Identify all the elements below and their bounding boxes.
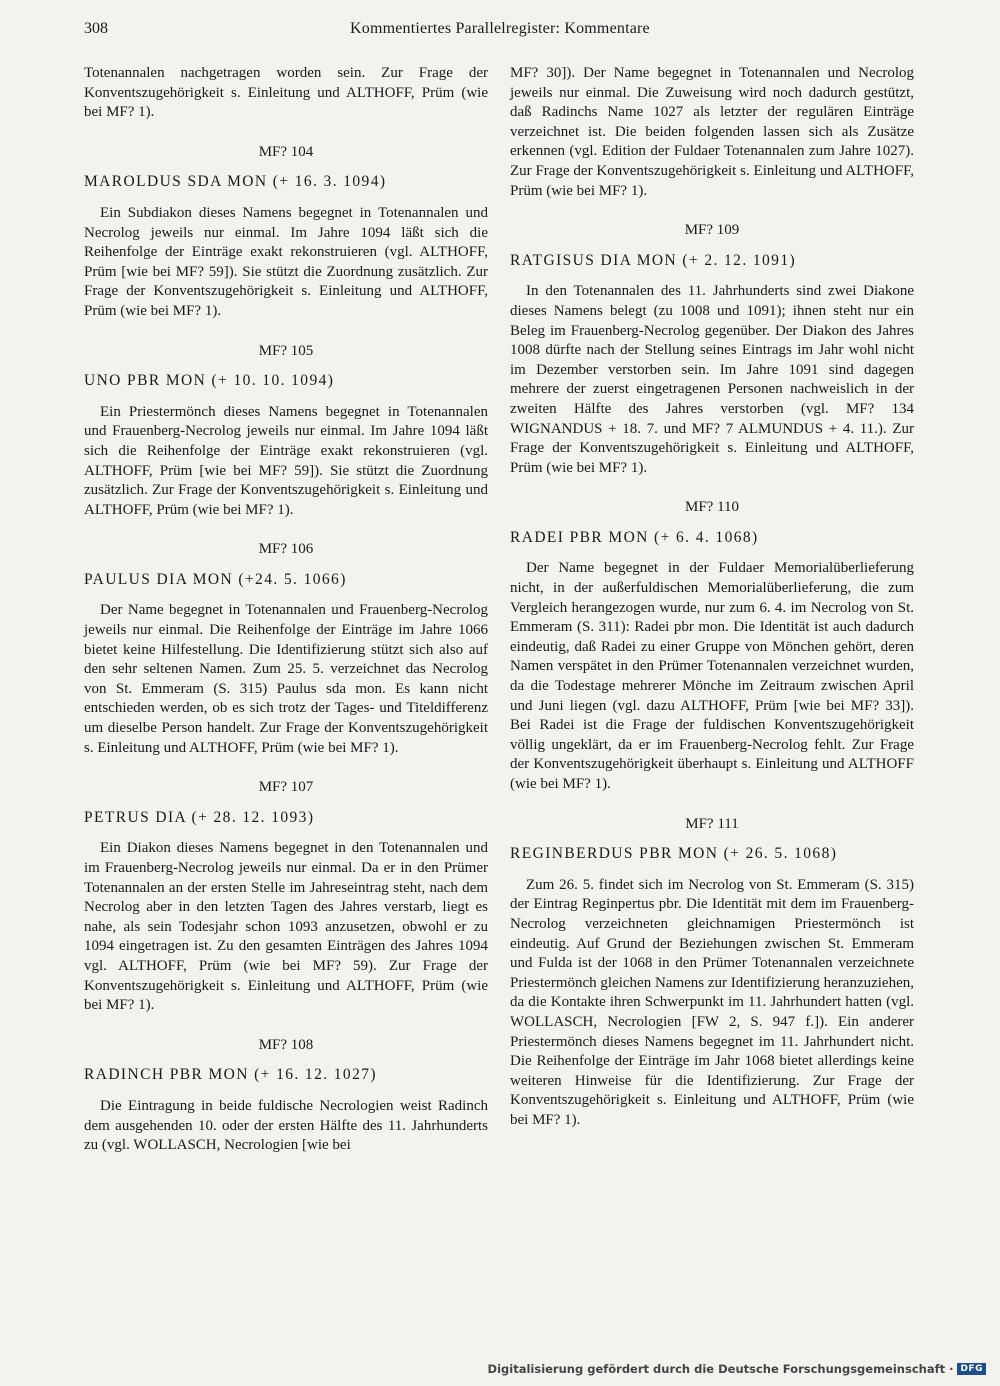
- entry-heading: RATGISUS DIA MON (+ 2. 12. 1091): [510, 251, 797, 269]
- entry-heading: RADEI PBR MON (+ 6. 4. 1068): [510, 528, 759, 546]
- entry-text: Ein Subdiakon dieses Namens begegnet in Totenannalen und Necrolog jeweils nur einmal. Im Jahre 1094 läßt sich die Reihenfolge der Einträge exakt rekonstruieren (vgl. ALTHOFF, Prüm [wie bei MF? 59]). Sie stützt die Zuordnung zusätzlich. Zur Frage der Konventszugehörigkeit s. Einleitung und ALTHOFF, Prüm (wie bei MF? 1).: [84, 204, 488, 319]
- entry-text: Zum 26. 5. findet sich im Necrolog von St. Emmeram (S. 315) der Eintrag Reginpertus pbr. Die Identität mit dem im Frauenberg-Necrolog verzeichneten gleichnamigen Priestermönch ist eindeutig. Auf Grund der Beziehungen zwischen St. Emmeram und Fulda ist der 1068 in den Prümer Totenannalen verzeichnete Priestermönch gleichen Namens zur Identifizierung heranzuziehen, da die Kontakte ihren Schwerpunkt im 11. Jahrhundert hatten (vgl. WOLLASCH, Necrologien [FW 2, S. 947 f.]). Ein anderer Priestermönch dieses Namens begegnet im 11. Jahrhundert nicht. Die Reihenfolge der Einträge im Jahr 1068 bietet allerdings keine weiteren Hinweise für die Identifizierung. Zur Frage der Konventszugehörigkeit s. Einleitung und ALTHOFF, Prüm (wie bei MF? 1).: [510, 876, 914, 1128]
- left-column: [84, 64, 488, 1156]
- footer-credit-text: Digitalisierung gefördert durch die Deutsche Forschungsgemeinschaft ·: [487, 1362, 954, 1376]
- dfg-logo: DFG: [957, 1363, 986, 1375]
- mf-number: MF? 110: [684, 499, 740, 516]
- mf-number: MF? 111: [685, 815, 739, 832]
- mf-number: MF? 107: [258, 779, 314, 796]
- mf-number: MF? 104: [258, 143, 314, 160]
- footer-credit: [488, 1362, 986, 1376]
- entry-text: Der Name begegnet in der Fuldaer Memorialüberlieferung nicht, in der außerfuldischen Memorialüberlieferung, die zum Vergleich herangezogen wurde, nur zum 6. 4. im Necrolog von St. Emmeram (S. 311): Radei pbr mon. Die Identität ist auch dadurch eindeutig, daß Radei zu einer Gruppe von Mönchen gehört, deren Namen verspätet in den Prümer Totenannalen verzeichnet wurden, da die Todestage mehrerer Mönche im Zeitraum zwischen April und Juni liegen (vgl. dazu ALTHOFF, Prüm [wie bei MF? 33]). Bei Radei ist die Frage der fuldischen Konventszugehörigkeit völlig ungeklärt, da er im Frauenberg-Necrolog fehlt. Zur Frage der Konventszugehörigkeit überhaupt s. Einleitung und ALTHOFF (wie bei MF? 1).: [510, 560, 914, 792]
- entry-text: Ein Priestermönch dieses Namens begegnet in Totenannalen und Frauenberg-Necrolog jeweils nur einmal. Im Jahre 1094 läßt sich die Reihenfolge der Einträge exakt rekonstruieren (vgl. ALTHOFF, Prüm [wie bei MF? 59]). Sie stützt die Zuordnung zusätzlich. Zur Frage der Konventszugehörigkeit s. Einleitung und ALTHOFF, Prüm (wie bei MF? 1).: [84, 403, 488, 518]
- entry-heading: MAROLDUS SDA MON (+ 16. 3. 1094): [84, 173, 387, 191]
- entry-text: Ein Diakon dieses Namens begegnet in den Totenannalen und im Frauenberg-Necrolog jeweils nur einmal. Da er in den Prümer Totenannalen an der ersten Stelle im Jahreseintrag steht, nach dem Necrolog aber in den letzten Tagen des Jahres verstarb, liegt es nahe, als sein Todesjahr schon 1093 anzusetzen, obwohl er zu 1094 eingetragen ist. Zu den gesamten Einträgen des Jahres 1094 vgl. ALTHOFF, Prüm (wie bei MF? 59). Zur Frage der Konventszugehörigkeit s. Einleitung und ALTHOFF, Prüm (wie bei MF? 1).: [84, 840, 488, 1014]
- entry-text: Die Eintragung in beide fuldische Necrologien weist Radinch dem ausgehenden 10. oder der ersten Hälfte des 11. Jahrhunderts zu (vgl. WOLLASCH, Necrologien [wie bei: [84, 1097, 488, 1154]
- mf-number: MF? 109: [684, 222, 740, 239]
- mf-number: MF? 108: [258, 1036, 314, 1053]
- entry-heading: UNO PBR MON (+ 10. 10. 1094): [84, 372, 335, 390]
- entry-heading: RADINCH PBR MON (+ 16. 12. 1027): [84, 1066, 377, 1084]
- mf-number: MF? 105: [258, 342, 314, 359]
- intro-paragraph: Totenannalen nachgetragen worden sein. Zur Frage der Konventszugehörigkeit s. Einleitung und ALTHOFF, Prüm (wie bei MF? 1).: [84, 65, 488, 121]
- entry-text: Der Name begegnet in Totenannalen und Frauenberg-Necrolog jeweils nur einmal. Die Reihenfolge der Einträge im Jahre 1066 bietet keine Hilfestellung. Die Identifizierung stützt sich also auf den sehr seltenen Namen. Zum 25. 5. verzeichnet das Necrolog von St. Emmeram (S. 315) Paulus sda mon. Es kann nicht entschieden werden, ob es sich trotz der Tages- und Titeldifferenz um dieselbe Person handelt. Zur Frage der Konventszugehörigkeit s. Einleitung und ALTHOFF, Prüm (wie bei MF? 1).: [84, 602, 488, 756]
- intro-paragraph: MF? 30]). Der Name begegnet in Totenannalen und Necrolog jeweils nur einmal. Die Zuweisung wird noch dadurch gestützt, daß Radinchs Name 1027 als letzter der regulären Einträge verzeichnet ist. Die beiden folgenden lassen sich als Zusätze erkennen (vgl. Edition der Fuldaer Totenannalen zum Jahre 1027). Zur Frage der Konventszugehörigkeit s. Einleitung und ALTHOFF, Prüm (wie bei MF? 1).: [510, 65, 914, 199]
- page-number: 308: [84, 20, 108, 37]
- entry-heading: REGINBERDUS PBR MON (+ 26. 5. 1068): [510, 845, 838, 863]
- entry-heading: PETRUS DIA (+ 28. 12. 1093): [84, 808, 315, 826]
- mf-number: MF? 106: [258, 541, 314, 558]
- entry-text: In den Totenannalen des 11. Jahrhunderts sind zwei Diakone dieses Namens belegt (zu 1008 und 1091); ihnen steht nur ein Beleg im Frauenberg-Necrolog gegenüber. Der Diakon des Jahres 1008 dürfte nach der Stellung seines Eintrags im Jahr wohl nicht im Dezember verstorben sein. Im Jahre 1091 sind dagegen mehrere der zuerst eingetragenen Personen nachweislich in der zweiten Hälfte des Jahres verstorben (vgl. MF? 134 WIGNANDUS + 18. 7. und MF? 7 ALMUNDUS + 4. 11.). Zur Frage der Konventszugehörigkeit s. Einleitung und ALTHOFF, Prüm (wie bei MF? 1).: [510, 283, 914, 476]
- entry-heading: PAULUS DIA MON (+24. 5. 1066): [84, 570, 347, 588]
- running-head: Kommentiertes Parallelregister: Kommentare: [350, 20, 650, 37]
- right-column: [510, 64, 914, 1131]
